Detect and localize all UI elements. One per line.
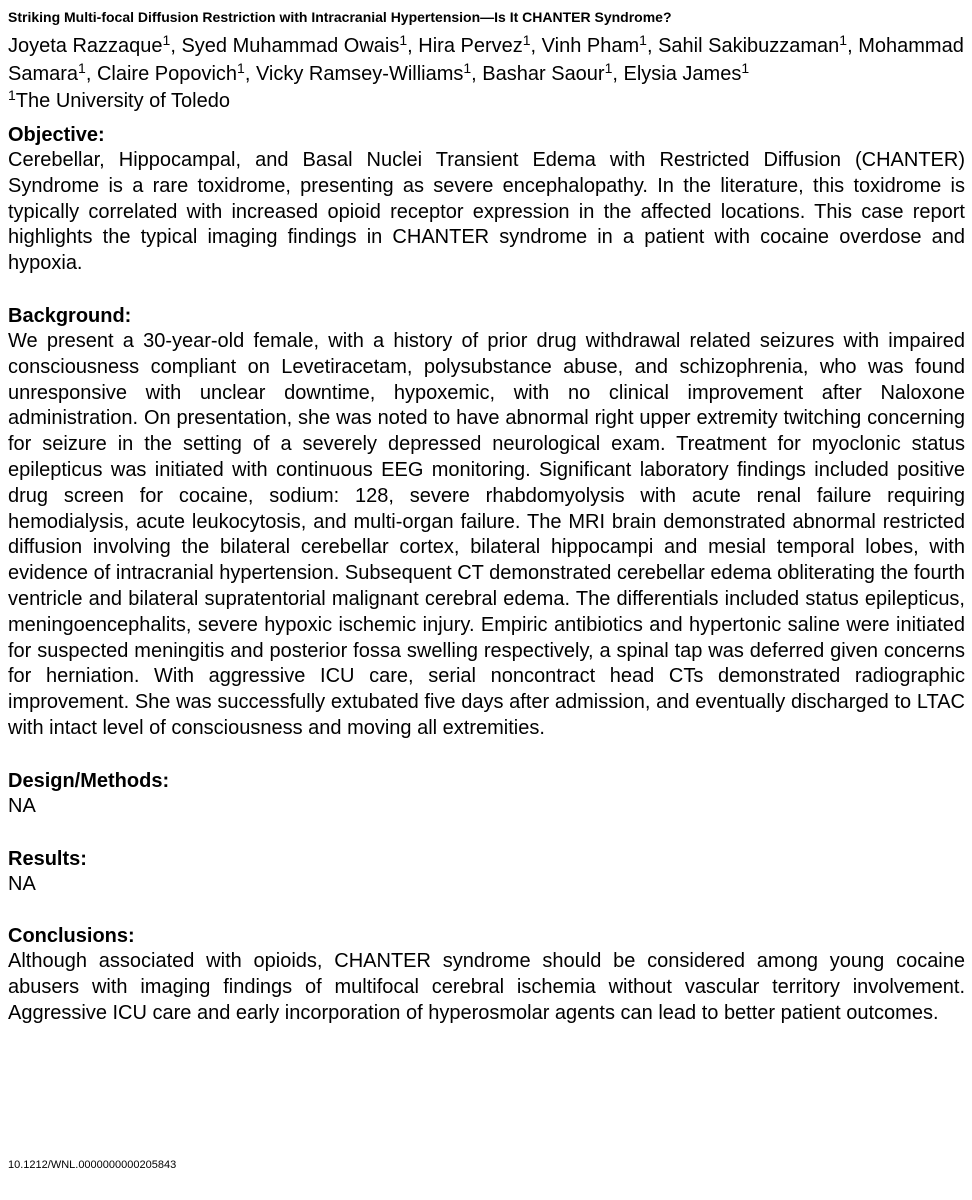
abstract-title: Striking Multi-focal Diffusion Restriction with Intracranial Hypertension—Is It CHANTER Syndrome? (8, 9, 672, 25)
author: Elysia James$^1$ (623, 60, 750, 85)
results-text: NA (8, 872, 36, 895)
design-methods-heading: Design/Methods: (8, 769, 170, 792)
author: Mohammad Samara$^1$, (8, 35, 964, 85)
conclusions-heading: Conclusions: (8, 925, 135, 948)
author-list (8, 32, 965, 88)
author: Vinh Pham$^1$, (541, 32, 659, 57)
doi: 10.1212/WNL.0000000000205843 (8, 1159, 177, 1171)
conclusions-text: Although associated with opioids, CHANTER syndrome should be considered among young cocaine abusers with imaging findings of multifocal cerebral ischemia without vascular territory involvement. Aggressive ICU care and early incorporation of hyperosmolar agents can lead to better patient outcomes. (8, 950, 965, 1024)
background-heading: Background: (8, 304, 132, 327)
author: Claire Popovich$^1$, (96, 60, 256, 85)
author: Joyeta Razzaque$^1$, (8, 32, 182, 57)
abstract-page (8, 8, 965, 1027)
background-text: We present a 30-year-old female, with a history of prior drug withdrawal related seizures with impaired consciousness compliant on Levetiracetam, polysubstance abuse, and schizophrenia, who was found unresponsive with unclear downtime, hypoxemic, with no clinical improvement after Naloxone administration. On presentation, she was noted to have abnormal right upper extremity twitching concerning for seizure in the setting of a severely depressed neurological exam. Treatment for myoclonic status epilepticus was initiated with continuous EEG monitoring. Significant laboratory findings included positive drug screen for cocaine, sodium: 128, severe rhabdomyolysis with acute renal failure requiring hemodialysis, acute leukocytosis, and multi-organ failure. The MRI brain demonstrated abnormal restricted diffusion involving the bilateral cerebellar cortex, bilateral hippocampi and mesial temporal lobes, with evidence of intracranial hypertension. Subsequent CT demonstrated cerebellar edema obliterating the fourth ventricle and bilateral supratentorial malignant cerebral edema. The differentials included status epilepticus, meningoencephalits, severe hypoxic ischemic injury. Empiric antibiotics and hypertonic saline were initiated for suspected meningitis and posterior fossa swelling respectively, a spinal tap was deferred given concerns for herniation. With aggressive ICU care, serial noncontract head CTs demonstrated radiographic improvement. She was successfully extubated five days after admission, and eventually discharged to LTAC with intact level of consciousness and moving all extremities. (8, 329, 965, 739)
author: Bashar Saour$^1$, (482, 60, 624, 85)
objective-text: Cerebellar, Hippocampal, and Basal Nuclei Transient Edema with Restricted Diffusion (CHANTER) Syndrome is a rare toxidrome, presenting as severe encephalopathy. In the literature, this toxidrome is typically correlated with increased opioid receptor expression in the affected locations. This case report highlights the typical imaging findings in CHANTER syndrome in a patient with cocaine overdose and hypoxia. (8, 149, 965, 275)
background-section (8, 303, 965, 742)
objective-heading: Objective: (8, 124, 105, 146)
results-section (8, 846, 965, 898)
design-methods-text: NA (8, 794, 36, 817)
affiliation: $^1$The University of Toledo (8, 87, 230, 112)
author: Hira Pervez$^1$, (418, 32, 542, 57)
results-heading: Results: (8, 847, 87, 870)
author: Syed Muhammad Owais$^1$, (181, 32, 419, 57)
conclusions-section (8, 923, 965, 1026)
objective-section (8, 122, 965, 277)
author: Sahil Sakibuzzaman$^1$, (658, 32, 859, 57)
design-methods-section (8, 768, 965, 820)
author: Vicky Ramsey-Williams$^1$, (255, 60, 483, 85)
